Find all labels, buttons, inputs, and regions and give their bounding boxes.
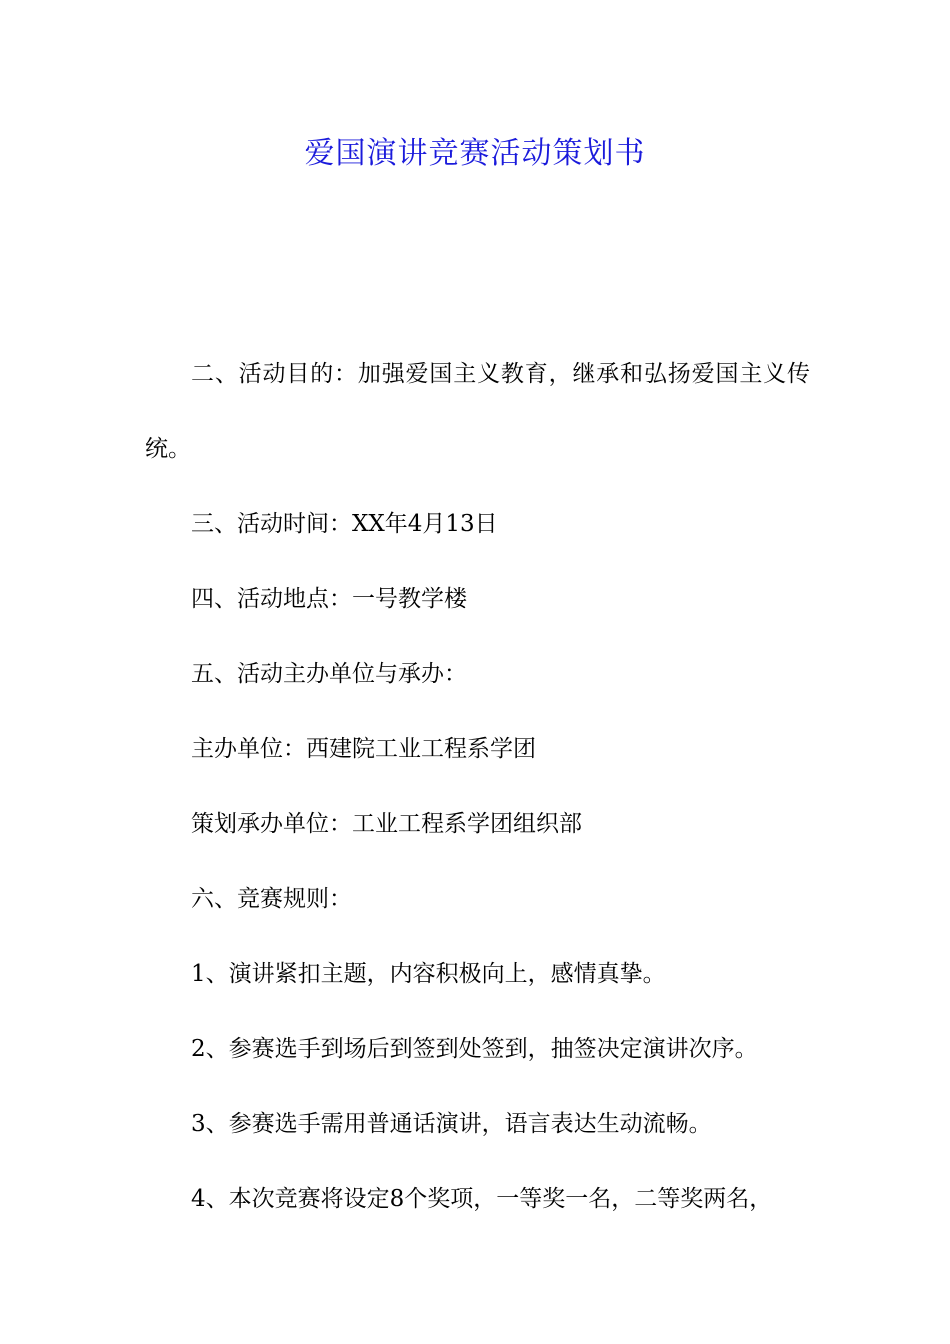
paragraph-activity-location: 四、活动地点：一号教学楼 [191, 586, 467, 612]
paragraph-rule-2: 2、参赛选手到场后到签到处签到，抽签决定演讲次序。 [191, 1036, 758, 1062]
paragraph-organizing-unit: 策划承办单位：工业工程系学团组织部 [191, 811, 582, 837]
paragraph-activity-time: 三、活动时间：XX年4月13日 [191, 511, 498, 537]
paragraph-activity-purpose: 二、活动目的：加强爱国主义教育，继承和弘扬爱国主义传统。 [145, 361, 810, 462]
paragraph-host-unit: 主办单位：西建院工业工程系学团 [191, 736, 536, 762]
paragraph-rules-heading: 六、竞赛规则： [191, 886, 352, 912]
document-title: 爱国演讲竞赛活动策划书 [304, 136, 646, 171]
document-body [145, 337, 810, 1237]
paragraph-rule-1: 1、演讲紧扣主题，内容积极向上，感情真挚。 [191, 961, 666, 987]
paragraph-organizers-heading: 五、活动主办单位与承办： [191, 661, 467, 687]
paragraph-rule-3: 3、参赛选手需用普通话演讲，语言表达生动流畅。 [191, 1111, 712, 1137]
paragraph-rule-4: 4、本次竞赛将设定8个奖项，一等奖一名，二等奖两名， [191, 1186, 773, 1212]
